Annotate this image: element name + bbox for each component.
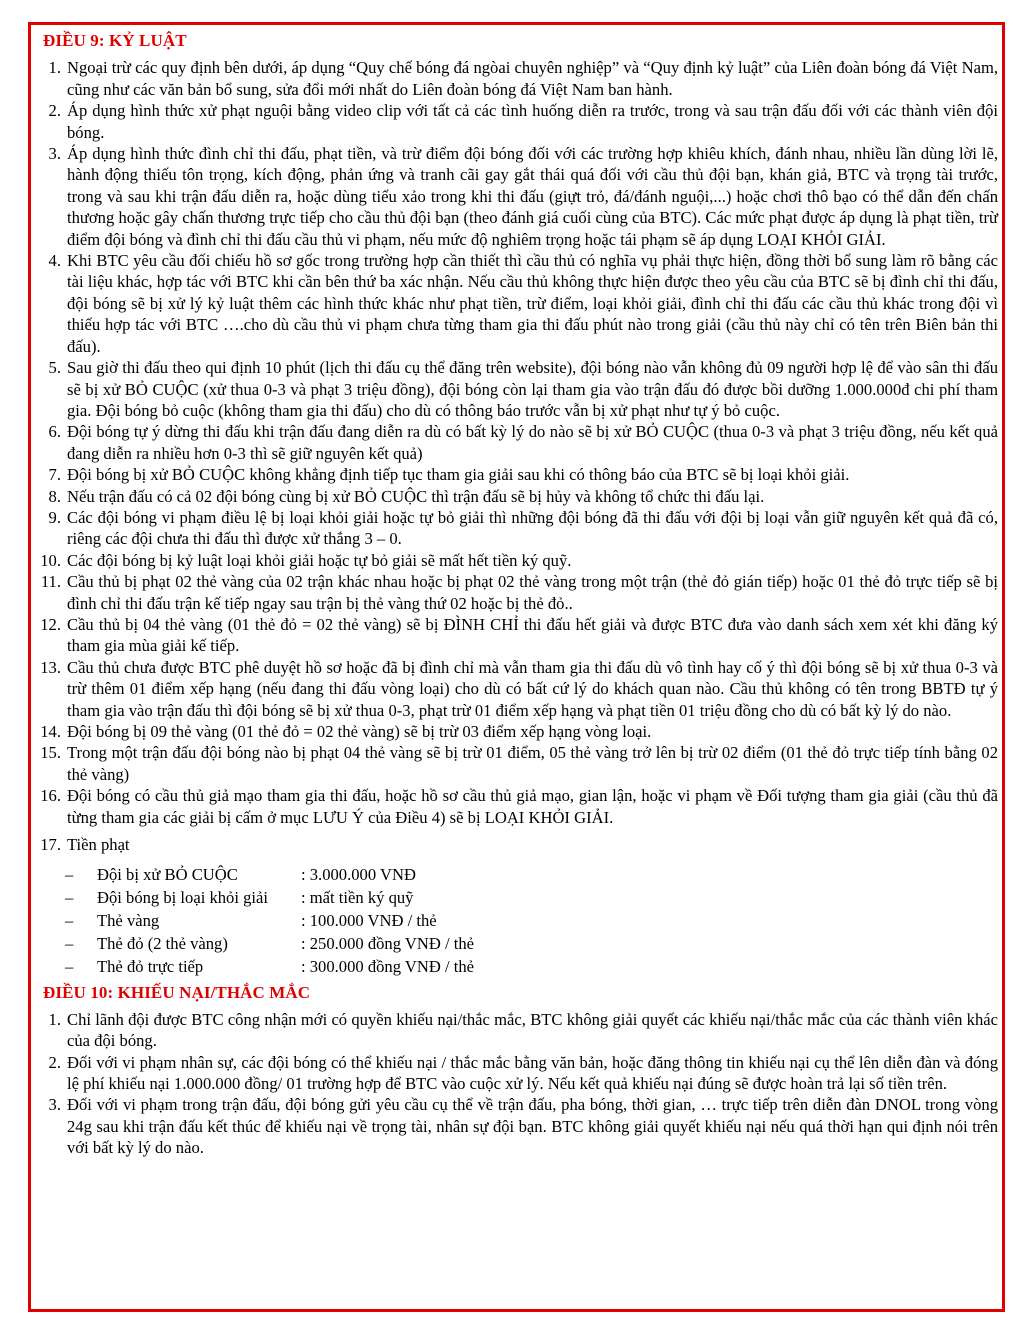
fine-value: : 100.000 VNĐ / thẻ: [301, 911, 437, 931]
article-9-list: [40, 57, 998, 855]
list-item: [43, 1094, 998, 1158]
item-number: 11.: [40, 572, 61, 592]
item-number: 1.: [48, 58, 61, 78]
item-text: Đối với vi phạm nhân sự, các đội bóng có thể khiếu nại / thắc mắc bằng văn bản, hoặc đăng thông tin khiếu nại cụ thể lên diễn đàn và đóng lệ phí khiếu nại 1.000.000 đồng/ 01 trường hợp để BTC vào cuộc xử lý. Nếu kết quả khiếu nại đúng sẽ được hoàn trả lại số tiền trên.: [67, 1052, 998, 1094]
item-number: 4.: [48, 251, 61, 271]
item-text: Trong một trận đấu đội bóng nào bị phạt 04 thẻ vàng sẽ bị trừ 01 điểm, 05 thẻ vàng trở lên bị trừ 02 điểm (01 thẻ đỏ trực tiếp tính bằng 02 thẻ vàng): [67, 743, 998, 784]
item-number: 17.: [40, 835, 61, 855]
dash-bullet: –: [65, 957, 74, 977]
list-item: [40, 721, 998, 742]
list-item: [40, 550, 998, 571]
fine-value: : 3.000.000 VNĐ: [301, 865, 416, 885]
item-text: Chỉ lãnh đội được BTC công nhận mới có quyền khiếu nại/thắc mắc, BTC không giải quyết các khiếu nại/thắc mắc của các thành viên khác của đội bóng.: [67, 1009, 998, 1051]
dash-bullet: –: [65, 911, 74, 931]
item-text: Đội bóng bị xử BỎ CUỘC không khẳng định tiếp tục tham gia giải sau khi có thông báo của BTC sẽ bị loại khỏi giải.: [67, 465, 850, 485]
fine-row: [43, 932, 998, 955]
item-number: 16.: [40, 786, 61, 806]
item-text: Đối với vi phạm trong trận đấu, đội bóng gửi yêu cầu cụ thể về trận đấu, pha bóng, thời gian, … trực tiếp trên diễn đàn DNOL trong vòng 24g sau khi trận đấu kết thúc để khiếu nại về trọng tài, nhân sự đội bạn. BTC không giải quyết khiếu nại nếu quá thời hạn qui định nói trên với bất kỳ lý do nào.: [67, 1095, 998, 1158]
fine-label: Thẻ đỏ trực tiếp: [97, 957, 204, 977]
list-item: [43, 57, 998, 100]
fine-value: : 250.000 đồng VNĐ / thẻ: [301, 934, 475, 954]
fine-row: [43, 909, 998, 932]
item-number: 15.: [40, 743, 61, 763]
list-item: [43, 100, 998, 143]
dash-bullet: –: [65, 865, 74, 885]
fine-row: [43, 863, 998, 886]
list-item: [43, 486, 998, 507]
list-item: [40, 657, 998, 721]
item-text: Sau giờ thi đấu theo qui định 10 phút (lịch thi đấu cụ thể đăng trên website), đội bóng nào vẫn không đủ 09 người hợp lệ để vào sân thi đấu sẽ bị xử BỎ CUỘC (xử thua 0-3 và phạt 3 triệu đồng), đội bóng còn lại tham gia vào trận đấu đó được bồi dưỡng 1.000.000đ chi phí tham gia. Đội bóng bỏ cuộc (không tham gia thi đấu) cho dù có thông báo trước vẫn bị xử phạt như tự ý bỏ cuộc.: [67, 358, 998, 420]
list-item: [43, 421, 998, 464]
list-item: [40, 785, 998, 828]
item-number: 5.: [48, 358, 61, 378]
item-text: Áp dụng hình thức đình chỉ thi đấu, phạt tiền, và trừ điểm đội bóng đối với các trường hợp khiêu khích, đánh nhau, nhiều lần dùng lời lẽ, hành động thiếu tôn trọng, kích động, phản ứng và tranh cãi gay gắt thái quá đối với cầu thủ đội bạn, khán giả, BTC và trọng tài trước, trong và sau khi trận đấu diễn ra, hoặc dùng tiểu xảo trong khi thi đấu (giựt trỏ, đá/đánh nguội,...) hoặc chơi thô bạo có thể dẫn đến chấn thương hoặc gây chấn thương trực tiếp cho cầu thủ đội bạn (theo đánh giá cuối cùng của BTC). Các mức phạt được áp dụng là phạt tiền, trừ điểm đội bóng và đình chỉ thi đấu cầu thủ vi phạm, nếu mức độ nghiêm trọng hoặc tái phạm sẽ áp dụng LOẠI KHỎI GIẢI.: [67, 144, 998, 249]
item-text: Các đội bóng bị kỷ luật loại khỏi giải hoặc tự bỏ giải sẽ mất hết tiền ký quỹ.: [67, 550, 572, 570]
list-item: [43, 507, 998, 550]
article-10-heading: ĐIỀU 10: KHIẾU NẠI/THẮC MẮC: [43, 983, 311, 1003]
item-number: 9.: [48, 507, 61, 527]
list-item: [40, 614, 998, 657]
fine-row: [43, 886, 998, 909]
list-item-fines: [40, 834, 998, 855]
item-number: 3.: [48, 144, 61, 164]
item-number: 14.: [40, 722, 61, 741]
fines-list: [43, 863, 998, 978]
dash-bullet: –: [65, 934, 74, 954]
dash-bullet: –: [65, 888, 74, 908]
fine-label: Đội bóng bị loại khỏi giải: [97, 888, 268, 908]
item-number: 6.: [48, 422, 61, 442]
list-item: [43, 1052, 998, 1095]
fine-row: [43, 955, 998, 978]
item-text: Đội bóng tự ý dừng thi đấu khi trận đấu đang diễn ra dù có bất kỳ lý do nào sẽ bị xử BỎ CUỘC (thua 0-3 và phạt 3 triệu đồng, nếu kết quả đang diễn ra nhiều hơn 0-3 thì sẽ giữ nguyên kết quả): [67, 422, 998, 463]
item-text: Đội bóng bị 09 thẻ vàng (01 thẻ đỏ = 02 thẻ vàng) sẽ bị trừ 03 điểm xếp hạng vòng loại.: [67, 722, 652, 741]
document-body: [40, 30, 998, 1159]
list-item: [43, 250, 998, 357]
item-text: Cầu thủ chưa được BTC phê duyệt hồ sơ hoặc đã bị đình chỉ mà vẫn tham gia thi đấu dù vô tình hay cố ý thì đội bóng sẽ bị xử thua 0-3 và trừ thêm 01 điểm xếp hạng (nếu đang thi đấu vòng loại) cho dù có bất cứ lý do khách quan nào. Cầu thủ không có tên trong BBTĐ tự ý tham gia vào trận đấu thì đội bóng sẽ bị xử thua 0-3, phạt trừ 01 điểm xếp hạng và phạt tiền 01 triệu đồng cho dù có bất kỳ lý do nào.: [67, 657, 998, 720]
list-item: [40, 742, 998, 785]
item-number: 2.: [48, 1052, 61, 1072]
item-text: Áp dụng hình thức xử phạt nguội bằng video clip với tất cả các tình huống diễn ra trước, trong và sau trận đấu đối với các thành viên đội bóng.: [67, 101, 998, 142]
item-text: Cầu thủ bị phạt 02 thẻ vàng của 02 trận khác nhau hoặc bị phạt 02 thẻ vàng trong một trận (thẻ đỏ gián tiếp) hoặc 01 thẻ đỏ trực tiếp sẽ bị đình chỉ thi đấu trận kế tiếp ngay sau trận bị thẻ vàng thứ 02 hoặc bị thẻ đỏ..: [67, 572, 998, 613]
item-number: 12.: [40, 614, 61, 634]
fine-label: Đội bị xử BỎ CUỘC: [97, 865, 238, 885]
item-number: 8.: [48, 486, 61, 506]
list-item: [43, 357, 998, 421]
item-text: Nếu trận đấu có cả 02 đội bóng cùng bị xử BỎ CUỘC thì trận đấu sẽ bị hủy và không tổ chức thi đấu lại.: [67, 486, 765, 506]
item-number: 1.: [48, 1009, 61, 1029]
item-text: Đội bóng có cầu thủ giả mạo tham gia thi đấu, hoặc hồ sơ cầu thủ giả mạo, gian lận, hoặc vi phạm về Đối tượng tham gia giải (cầu thủ đã từng tham gia các giải bị cấm ở mục LƯU Ý của Điều 4) sẽ bị LOẠI KHỎI GIẢI.: [67, 786, 998, 827]
item-text: Ngoại trừ các quy định bên dưới, áp dụng “Quy chế bóng đá ngòai chuyên nghiệp” và “Quy định kỷ luật” của Liên đoàn bóng đá Việt Nam, cũng như các văn bản bổ sung, sửa đổi mới nhất do Liên đoàn bóng đá Việt Nam ban hành.: [67, 58, 998, 99]
item-text: Tiền phạt: [67, 835, 130, 855]
list-item: [43, 143, 998, 250]
item-number: 10.: [40, 550, 61, 570]
list-item: [43, 464, 998, 485]
fine-value: : 300.000 đồng VNĐ / thẻ: [301, 957, 475, 977]
item-number: 13.: [40, 657, 61, 677]
fine-label: Thẻ vàng: [97, 911, 160, 931]
fine-label: Thẻ đỏ (2 thẻ vàng): [97, 934, 228, 954]
fine-value: : mất tiền ký quỹ: [301, 888, 414, 908]
item-number: 3.: [48, 1095, 61, 1115]
item-number: 2.: [48, 101, 61, 121]
item-text: Các đội bóng vi phạm điều lệ bị loại khỏi giải hoặc tự bỏ giải thì những đội bóng đã thi đấu với đội bị loại vẫn giữ nguyên kết quả đã có, riêng các đội chưa thi đấu thì được xử thắng 3 – 0.: [67, 507, 998, 549]
item-text: Khi BTC yêu cầu đối chiếu hồ sơ gốc trong trường hợp cần thiết thì cầu thủ có nghĩa vụ phải thực hiện, đồng thời bổ sung làm rõ bằng các tài liệu khác, hợp tác với BTC khi cần bên thứ ba xác nhận. Nếu cầu thủ không thực hiện được theo yêu cầu của BTC sẽ bị đình chỉ thi đấu, đội bóng sẽ bị xử lý kỷ luật thêm các hình thức khác như phạt tiền, trừ điểm, loại khỏi giải, đình chỉ thi đấu các cầu thủ khác trong đội vì thiếu hợp tác với BTC ….cho dù cầu thủ vi phạm chưa từng tham gia thi đấu phút nào trong giải (cầu thủ này chỉ có tên trên Biên bản thi đấu).: [67, 251, 998, 356]
article-10-list: [43, 1009, 998, 1159]
list-item: [40, 571, 998, 614]
list-item: [43, 1009, 998, 1052]
item-text: Cầu thủ bị 04 thẻ vàng (01 thẻ đỏ = 02 thẻ vàng) sẽ bị ĐÌNH CHỈ thi đấu hết giải và được BTC đưa vào danh sách xem xét khi đăng ký tham gia mùa giải kế tiếp.: [67, 614, 998, 656]
item-number: 7.: [48, 465, 61, 485]
article-9-heading: ĐIỀU 9: KỶ LUẬT: [43, 31, 187, 50]
